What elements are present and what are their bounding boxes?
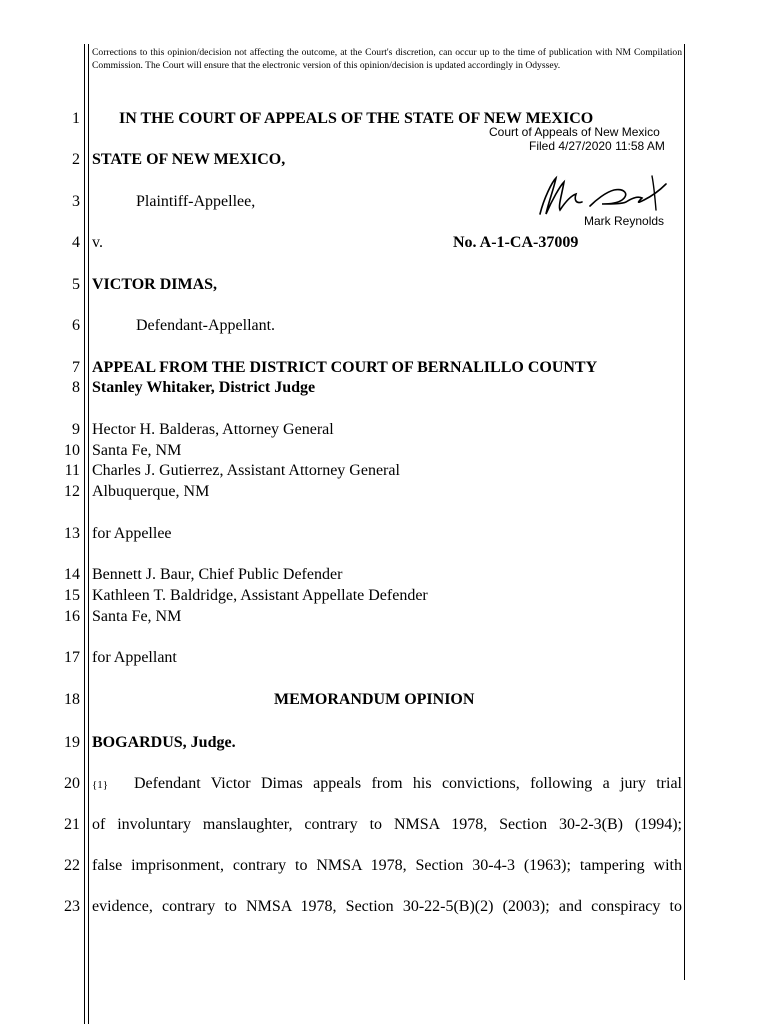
body-line-text: Defendant Victor Dimas appeals from his convictions, following a jury trial — [134, 775, 682, 792]
line-number: 20 — [64, 775, 80, 792]
filing-stamp-date: Filed 4/27/2020 11:58 AM — [529, 139, 665, 153]
line-number: 7 — [72, 359, 80, 376]
line-number: 22 — [64, 857, 80, 874]
for-appellee: for Appellee — [92, 525, 172, 542]
counsel-line: Kathleen T. Baldridge, Assistant Appellate Defender — [92, 587, 428, 604]
defendant-name: VICTOR DIMAS, — [92, 276, 218, 293]
filing-stamp-court: Court of Appeals of New Mexico — [489, 125, 660, 139]
line-number: 1 — [72, 110, 80, 127]
line-number: 23 — [64, 898, 80, 915]
body-line — [92, 775, 682, 794]
counsel-line: Santa Fe, NM — [92, 442, 182, 459]
line-number: 17 — [64, 649, 80, 666]
line-number: 5 — [72, 276, 80, 293]
margin-rule-left-inner — [88, 44, 89, 1024]
body-line: false imprisonment, contrary to NMSA 1978, Section 30-4-3 (1963); tampering with — [92, 857, 682, 874]
counsel-line: Hector H. Balderas, Attorney General — [92, 421, 334, 438]
paragraph-mark: {1} — [92, 779, 109, 791]
opinion-author: BOGARDUS, Judge. — [92, 734, 236, 751]
line-number: 12 — [64, 483, 80, 500]
district-judge: Stanley Whitaker, District Judge — [92, 379, 316, 396]
margin-rule-left — [84, 44, 85, 1024]
line-number: 15 — [64, 587, 80, 604]
line-number: 8 — [72, 379, 80, 396]
plaintiff-name: STATE OF NEW MEXICO, — [92, 151, 286, 168]
for-appellant: for Appellant — [92, 649, 177, 666]
line-number: 18 — [64, 691, 80, 708]
counsel-line: Charles J. Gutierrez, Assistant Attorney General — [92, 462, 400, 479]
line-number: 9 — [72, 421, 80, 438]
line-number: 4 — [72, 234, 80, 251]
body-line: evidence, contrary to NMSA 1978, Section 30-22-5(B)(2) (2003); and conspiracy to — [92, 898, 682, 915]
counsel-line: Bennett J. Baur, Chief Public Defender — [92, 566, 343, 583]
opinion-heading: MEMORANDUM OPINION — [274, 691, 475, 708]
body-line: of involuntary manslaughter, contrary to NMSA 1978, Section 30-2-3(B) (1994); — [92, 816, 682, 833]
filing-stamp-signer: Mark Reynolds — [584, 214, 665, 228]
line-number: 19 — [64, 734, 80, 751]
line-number: 13 — [64, 525, 80, 542]
line-number: 10 — [64, 442, 80, 459]
line-number: 14 — [64, 566, 80, 583]
plaintiff-role: Plaintiff-Appellee, — [136, 193, 256, 210]
counsel-line: Santa Fe, NM — [92, 608, 182, 625]
defendant-role: Defendant-Appellant. — [136, 317, 276, 334]
case-number: No. A-1-CA-37009 — [453, 234, 579, 251]
line-number: 3 — [72, 193, 80, 210]
appeal-from: APPEAL FROM THE DISTRICT COURT OF BERNALILLO COUNTY — [92, 359, 598, 376]
line-number: 6 — [72, 317, 80, 334]
line-number: 21 — [64, 816, 80, 833]
line-number: 2 — [72, 151, 80, 168]
corrections-notice: Corrections to this opinion/decision not affecting the outcome, at the Court's discretion, can occur up to the time of publication with NM Compilation Commission. The Court will ensure that the electronic version of this opinion/decision is updated accordingly in Odyssey. — [92, 47, 682, 71]
margin-rule-right — [684, 44, 685, 980]
line-number: 16 — [64, 608, 80, 625]
versus: v. — [92, 234, 103, 251]
court-title: IN THE COURT OF APPEALS OF THE STATE OF NEW MEXICO — [119, 110, 594, 127]
counsel-line: Albuquerque, NM — [92, 483, 210, 500]
line-number: 11 — [64, 462, 80, 479]
